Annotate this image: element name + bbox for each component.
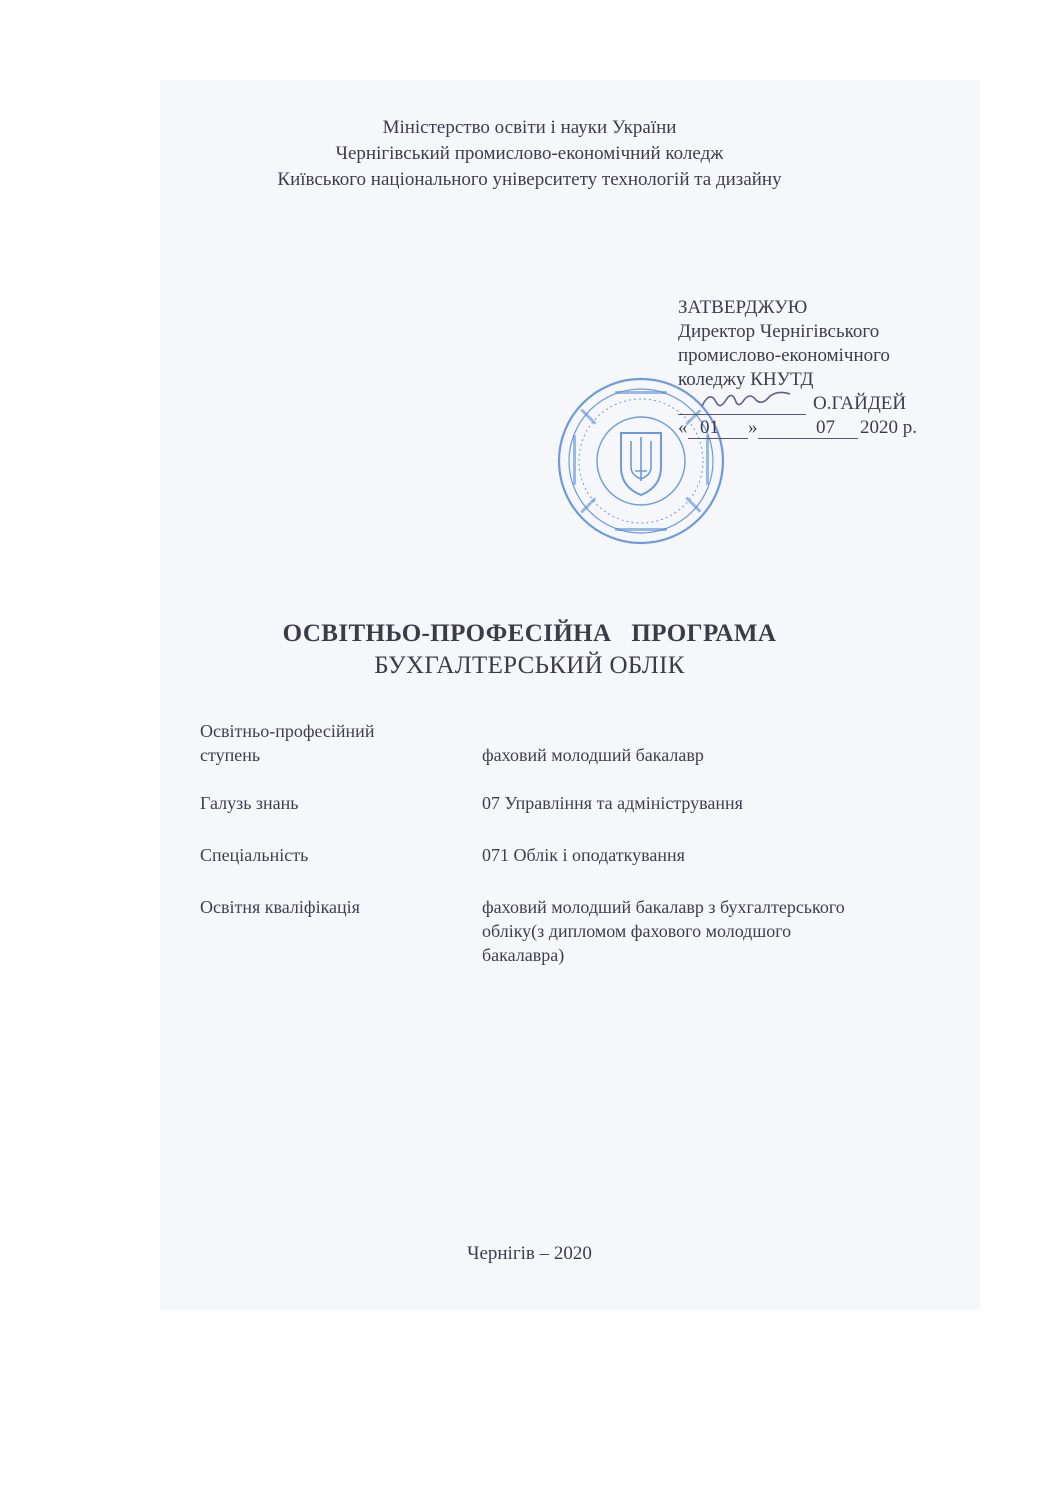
date-quote-close: » — [748, 417, 758, 438]
approver-position-line1: Директор Чернігівського — [678, 321, 880, 342]
approval-date — [678, 416, 917, 442]
info-label-specialty: Спеціальність — [200, 845, 309, 865]
info-value-qualification — [482, 895, 952, 967]
approver-name: О.ГАЙДЕЙ — [813, 393, 907, 414]
date-year: 2020 р. — [860, 417, 917, 438]
approver-position-line3: коледжу КНУТД — [678, 369, 814, 390]
info-value-qualification-line1: фаховий молодший бакалавр з бухгалтерського — [482, 897, 845, 917]
college-name: Чернігівський промислово-економічний коледж — [335, 143, 724, 164]
info-label-degree-line2: ступень — [200, 745, 261, 765]
approval-heading: ЗАТВЕРДЖУЮ — [678, 297, 808, 318]
place-and-year: Чернігів – 2020 — [467, 1243, 592, 1264]
info-row-field — [200, 791, 960, 815]
program-subtitle: БУХГАЛТЕРСЬКИЙ ОБЛІК — [374, 652, 685, 679]
date-quote-open: « — [678, 417, 688, 438]
info-label-field: Галузь знань — [200, 793, 299, 813]
info-row-specialty — [200, 843, 960, 867]
date-day: 01 — [700, 417, 719, 438]
info-label-degree-line1: Освітньо-професійний — [200, 721, 375, 741]
info-label-qualification: Освітня кваліфікація — [200, 897, 360, 917]
info-row-degree — [200, 719, 960, 767]
info-value-qualification-line2: обліку(з дипломом фахового молодшого — [482, 921, 792, 941]
document-sheet — [160, 80, 980, 1310]
info-value-degree: фаховий молодший бакалавр — [482, 745, 704, 765]
signature-line — [678, 392, 907, 416]
info-value-specialty: 071 Облік і оподаткування — [482, 845, 685, 865]
info-label-degree — [200, 719, 480, 767]
program-title-block — [0, 618, 1059, 682]
institution-header — [0, 115, 1059, 193]
info-value-field: 07 Управління та адміністрування — [482, 793, 743, 813]
university-name: Київського національного університету технологій та дизайну — [277, 169, 782, 190]
info-row-qualification — [200, 895, 960, 967]
approver-position-line2: промислово-економічного — [678, 345, 890, 366]
ministry-name: Міністерство освіти і науки України — [382, 117, 677, 138]
info-value-qualification-line3: бакалавра) — [482, 945, 565, 965]
date-month: 07 — [816, 417, 835, 438]
program-title: ОСВІТНЬО-ПРОФЕСІЙНА ПРОГРАМА — [282, 620, 777, 647]
approval-block — [678, 296, 917, 442]
